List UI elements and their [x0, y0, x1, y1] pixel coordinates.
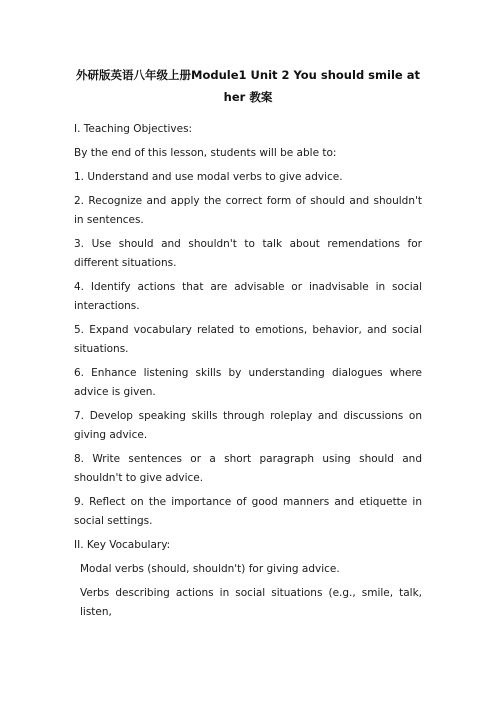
intro-text: By the end of this lesson, students will be able to: [74, 147, 337, 159]
objective-item: 4. Identify actions that are advisable or inadvisable in social interactions. [74, 281, 422, 312]
objective-item: 3. Use should and shouldn't to talk about remendations for different situations. [74, 238, 422, 269]
document-title [56, 64, 440, 108]
title-line-2: her 教案 [223, 90, 273, 104]
objective-item: 7. Develop speaking skills through roleplay and discussions on giving advice. [74, 410, 422, 441]
vocab-item: Verbs describing actions in social situations (e.g., smile, talk, listen, [80, 587, 422, 618]
objective-item: 9. Reflect on the importance of good manners and etiquette in social settings. [74, 496, 422, 527]
title-line-1: 外研版英语八年级上册Module1 Unit 2 You should smile at [76, 68, 420, 82]
objective-item: 6. Enhance listening skills by understanding dialogues where advice is given. [74, 367, 422, 398]
objective-item: 2. Recognize and apply the correct form of should and shouldn't in sentences. [74, 195, 422, 226]
vocab-item: Modal verbs (should, shouldn't) for giving advice. [80, 563, 340, 575]
objective-item: 1. Understand and use modal verbs to give advice. [74, 171, 343, 183]
document-body [74, 120, 422, 627]
objective-item: 5. Expand vocabulary related to emotions, behavior, and social situations. [74, 324, 422, 355]
objective-item: 8. Write sentences or a short paragraph using should and shouldn't to give advice. [74, 453, 422, 484]
section-heading-objectives: I. Teaching Objectives: [74, 123, 193, 135]
section-heading-vocabulary: II. Key Vocabulary: [74, 539, 171, 551]
